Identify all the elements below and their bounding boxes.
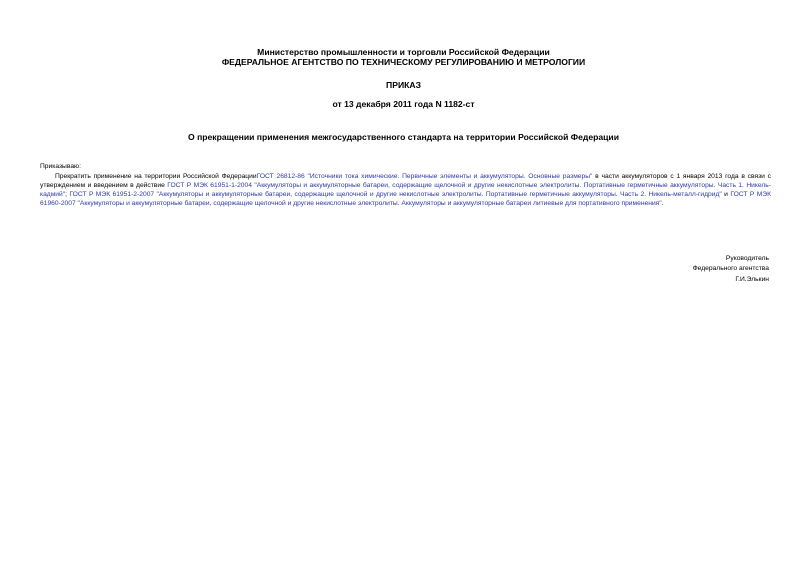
- paragraph-start-text: Прекратить применение на территории Российской Федерации: [55, 173, 257, 180]
- order-word: Приказываю:: [40, 163, 81, 170]
- link-gost-r-iec-61960-2007[interactable]: ГОСТ Р МЭК 61960-2007 "Аккумуляторы и аккумуляторные батареи, содержащие щелочной и другие некислотные электролиты. Аккумуляторы и аккумуляторные батареи литиевые для портативного применения": [40, 191, 772, 207]
- order-paragraph: [40, 172, 771, 208]
- document-type: ПРИКАЗ: [386, 80, 421, 90]
- order-subject: О прекращении применения межгосударственного стандарта на территории Российской Федерации: [188, 132, 619, 142]
- paragraph-end-text: .: [661, 200, 664, 207]
- signature-title: Руководитель: [725, 255, 769, 262]
- separator-text: ;: [65, 191, 70, 198]
- order-date-number: от 13 декабря 2011 года N 1182-ст: [332, 99, 475, 109]
- link-gost-r-iec-61951-2-2007[interactable]: ГОСТ Р МЭК 61951-2-2007 "Аккумуляторы и аккумуляторные батареи, содержащие щелочной и другие некислотные электролиты. Портативные герметичные аккумуляторы. Часть 2. Никель-металл-гидрид": [69, 191, 722, 198]
- ministry-name: Министерство промышленности и торговли Российской Федерации: [257, 47, 550, 57]
- link-gost-r-iec-61951-1-2004[interactable]: ГОСТ Р МЭК 61951-1-2004 "Аккумуляторы и аккумуляторные батареи, содержащие щелочной и другие некислотные электролиты. Портативные герметичные аккумуляторы. Часть 1. Никель-кадмий": [40, 182, 771, 198]
- paragraph-mid-text: в части аккумуляторов с 1 января 2013 года в связи с утверждением и введением в действие: [40, 173, 771, 189]
- signature-name: Г.И.Элькин: [735, 276, 769, 283]
- link-gost-26812-86[interactable]: ГОСТ 26812-86 "Источники тока химические. Первичные элементы и аккумуляторы. Основные размеры": [256, 173, 593, 180]
- agency-name: ФЕДЕРАЛЬНОЕ АГЕНТСТВО ПО ТЕХНИЧЕСКОМУ РЕГУЛИРОВАНИЮ И МЕТРОЛОГИИ: [221, 57, 586, 67]
- conjunction-text: и: [721, 191, 731, 198]
- signature-organization: Федерального агентства: [692, 265, 769, 272]
